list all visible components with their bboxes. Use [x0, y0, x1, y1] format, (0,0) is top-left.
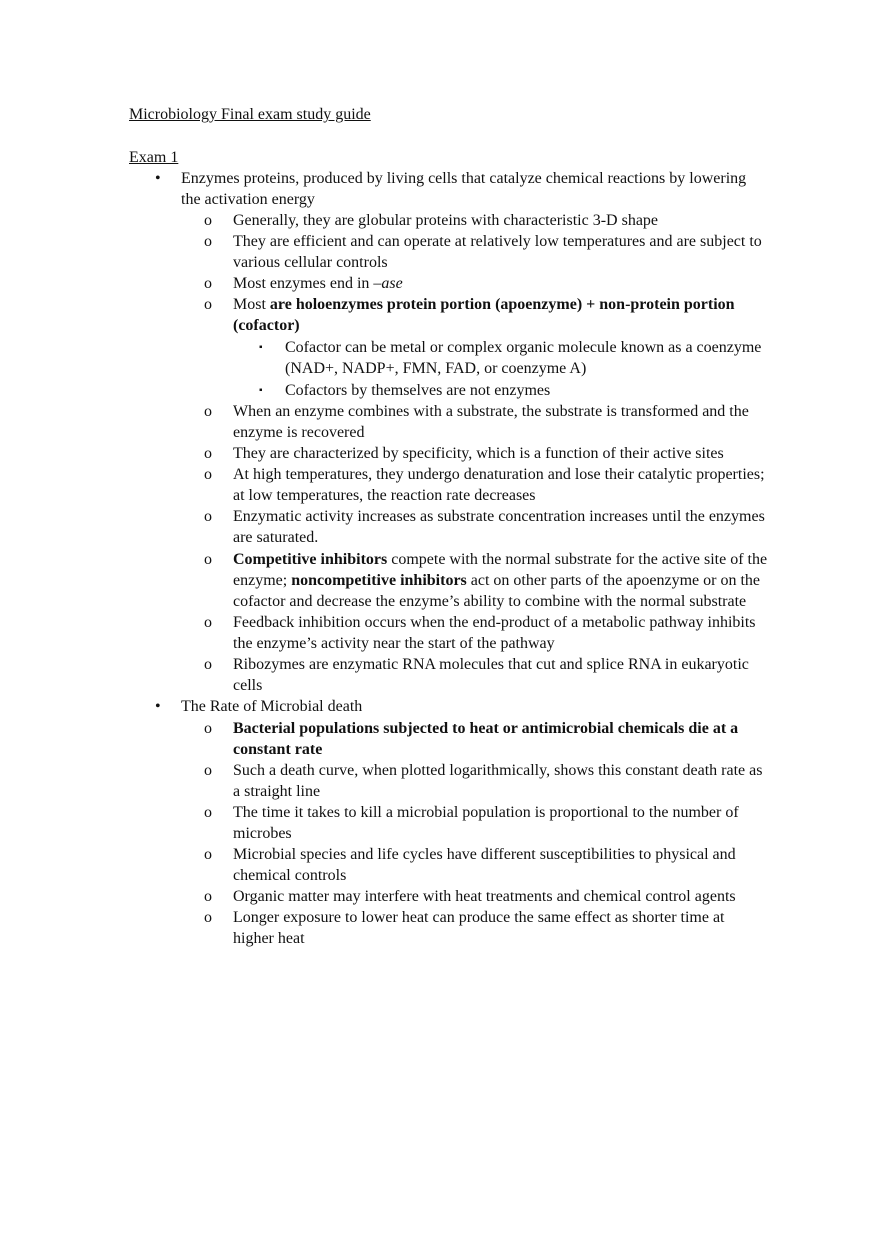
enzymes-intro: Enzymes proteins, produced by living cells that catalyze chemical reactions by lowering the activation energy — [181, 170, 747, 208]
list-item — [129, 273, 769, 294]
list-item — [129, 401, 769, 443]
list-text: Cofactors by themselves are not enzymes — [285, 382, 551, 399]
sub-marker: o — [204, 445, 212, 462]
list-text: Most enzymes end in — [233, 275, 374, 292]
list-text: compete with the normal substrate for the active site of the enzyme; — [233, 551, 768, 589]
list-text: Cofactor can be metal or complex organic molecule known as a coenzyme (NAD+, NADP+, FMN, FAD, or coenzyme A) — [285, 339, 762, 377]
list-item — [129, 294, 769, 401]
outline — [129, 168, 769, 949]
bullet-marker: • — [155, 698, 161, 715]
list-text: Microbial species and life cycles have different susceptibilities to physical and chemical controls — [233, 846, 736, 884]
list-item — [129, 380, 769, 401]
list-text: At high temperatures, they undergo denaturation and lose their catalytic properties; at low temperatures, the reaction rate decreases — [233, 466, 765, 504]
list-item — [129, 612, 769, 654]
sub-marker: o — [204, 551, 212, 568]
list-text: act on other parts of the apoenzyme or on the cofactor and decrease the enzyme’s ability to combine with the normal substrate — [233, 572, 760, 610]
sub-marker: o — [204, 212, 212, 229]
list-text: Organic matter may interfere with heat treatments and chemical control agents — [233, 888, 736, 905]
section-heading: Exam 1 — [129, 149, 179, 166]
list-item — [129, 886, 769, 907]
death-intro: The Rate of Microbial death — [181, 698, 363, 715]
list-item — [129, 168, 769, 696]
bold-text: Bacterial populations subjected to heat or antimicrobial chemicals die at a constant rate — [233, 720, 739, 758]
sub-marker: o — [204, 656, 212, 673]
sub-marker: o — [204, 275, 212, 292]
suffix-text: –ase — [373, 275, 403, 292]
square-marker: ▪ — [259, 385, 263, 396]
sub-marker: o — [204, 508, 212, 525]
list-item — [129, 844, 769, 886]
bold-text: noncompetitive inhibitors — [291, 572, 467, 589]
list-text: They are characterized by specificity, which is a function of their active sites — [233, 445, 724, 462]
list-item — [129, 718, 769, 760]
list-item — [129, 549, 769, 612]
sub-marker: o — [204, 720, 212, 737]
list-item — [129, 696, 769, 949]
list-text: Ribozymes are enzymatic RNA molecules that cut and splice RNA in eukaryotic cells — [233, 656, 749, 694]
sub-marker: o — [204, 233, 212, 250]
list-item — [129, 231, 769, 273]
list-item — [129, 464, 769, 506]
sub-marker: o — [204, 804, 212, 821]
document-title: Microbiology Final exam study guide — [129, 106, 371, 123]
list-item — [129, 907, 769, 949]
list-item — [129, 760, 769, 802]
sub-marker: o — [204, 403, 212, 420]
sub-marker: o — [204, 296, 212, 313]
list-text: Feedback inhibition occurs when the end-product of a metabolic pathway inhibits the enzyme’s activity near the start of the pathway — [233, 614, 756, 652]
bullet-marker: • — [155, 170, 161, 187]
square-marker: ▪ — [259, 342, 263, 353]
sub-marker: o — [204, 466, 212, 483]
list-item — [129, 443, 769, 464]
list-item — [129, 506, 769, 548]
list-item — [129, 210, 769, 231]
list-text: When an enzyme combines with a substrate, the substrate is transformed and the enzyme is recovered — [233, 403, 749, 441]
sub-marker: o — [204, 888, 212, 905]
sub-marker: o — [204, 762, 212, 779]
sub-marker: o — [204, 614, 212, 631]
sub-marker: o — [204, 909, 212, 926]
bold-text: Competitive inhibitors — [233, 551, 388, 568]
bold-text: are holoenzymes protein portion (apoenzyme) + non-protein portion (cofactor) — [233, 296, 735, 334]
list-text: Generally, they are globular proteins with characteristic 3-D shape — [233, 212, 659, 229]
list-item — [129, 802, 769, 844]
list-text: The time it takes to kill a microbial population is proportional to the number of microbes — [233, 804, 739, 842]
list-text: Longer exposure to lower heat can produce the same effect as shorter time at higher heat — [233, 909, 725, 947]
list-text: Most — [233, 296, 270, 313]
list-text: They are efficient and can operate at relatively low temperatures and are subject to various cellular controls — [233, 233, 762, 271]
list-text: Enzymatic activity increases as substrate concentration increases until the enzymes are saturated. — [233, 508, 765, 546]
sub-marker: o — [204, 846, 212, 863]
list-item — [129, 654, 769, 696]
list-text: Such a death curve, when plotted logarithmically, shows this constant death rate as a straight line — [233, 762, 763, 800]
list-item — [129, 337, 769, 379]
